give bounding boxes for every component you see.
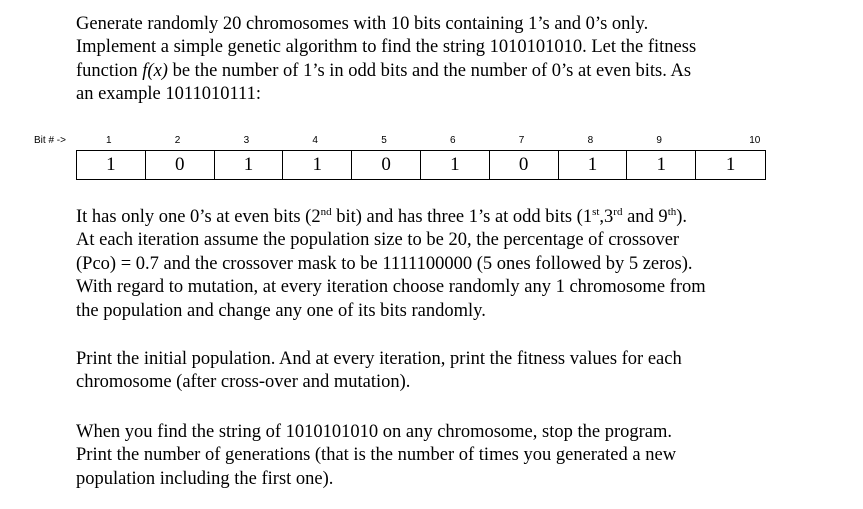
intro-paragraph — [76, 13, 776, 107]
stop-line-3: population including the first one). — [76, 468, 334, 489]
explanation-line-4: With regard to mutation, at every iteration choose randomly any 1 chromosome from — [76, 277, 706, 298]
explanation-line-2: At each iteration assume the population size to be 20, the percentage of crossover — [76, 230, 680, 251]
intro-line-1: Generate randomly 20 chromosomes with 10 bits containing 1’s and 0’s only. — [76, 14, 649, 34]
bit-number: 3 — [243, 135, 250, 146]
superscript-nd: nd — [320, 206, 332, 218]
bit-cell: 1 — [77, 151, 146, 179]
stop-line-1: When you find the string of 1010101010 on any chromosome, stop the program. — [76, 422, 673, 442]
fitness-function-symbol: f(x) — [142, 60, 168, 81]
intro-line-3b: be the number of 1’s in odd bits and the number of 0’s at even bits. As — [167, 60, 692, 81]
bit-number: 1 — [106, 135, 112, 146]
stop-line-2: Print the number of generations (that is the number of times you generated a new — [76, 445, 677, 466]
bit-number: 9 — [656, 135, 662, 146]
print-instructions-paragraph — [76, 348, 776, 395]
bit-cell: 1 — [725, 154, 736, 175]
intro-line-4: an example 1011010111: — [76, 84, 261, 105]
stop-condition-paragraph — [76, 421, 776, 491]
bit-number: 4 — [312, 135, 318, 146]
bit-number-label: Bit # -> — [34, 135, 66, 146]
bit-cell: 0 — [490, 151, 559, 179]
explanation-line-3: (Pco) = 0.7 and the crossover mask to be 1111100000 (5 ones followed by 5 zeros). — [76, 253, 693, 274]
bit-cell: 1 — [559, 151, 628, 179]
superscript-st: st — [592, 206, 600, 218]
explanation-line-1b: bit) and has three 1’s at odd bits (1 — [331, 207, 593, 227]
intro-line-3a: function — [76, 60, 143, 81]
bit-cell: 1 — [215, 151, 284, 179]
explanation-line-1c: ,3 — [599, 207, 614, 227]
explanation-line-1d: and 9 — [622, 207, 668, 227]
bit-cell: 1 — [283, 151, 352, 179]
bit-number: 7 — [518, 135, 525, 146]
explanation-paragraph — [76, 206, 776, 323]
bit-number: 8 — [587, 135, 594, 146]
bit-number: 6 — [450, 135, 456, 146]
bit-number: 5 — [381, 135, 387, 146]
intro-line-2: Implement a simple genetic algorithm to find the string 1010101010. Let the fitness — [76, 37, 697, 58]
superscript-th: th — [667, 206, 677, 218]
explanation-line-1e: ). — [676, 207, 688, 227]
bit-number: 10 — [749, 135, 761, 146]
chromosome-bit-table — [76, 150, 766, 180]
bit-number: 2 — [174, 135, 181, 146]
bit-cell: 1 — [421, 151, 490, 179]
bit-cell: 1 — [627, 151, 696, 179]
explanation-line-1a: It has only one 0’s at even bits (2 — [76, 207, 321, 227]
print-line-1: Print the initial population. And at every iteration, print the fitness values for each — [76, 349, 682, 369]
explanation-line-5: the population and change any one of its bits randomly. — [76, 300, 486, 321]
bit-cell: 0 — [146, 151, 215, 179]
superscript-rd: rd — [613, 206, 623, 218]
bit-cell: 0 — [352, 151, 421, 179]
print-line-2: chromosome (after cross-over and mutation). — [76, 372, 411, 393]
